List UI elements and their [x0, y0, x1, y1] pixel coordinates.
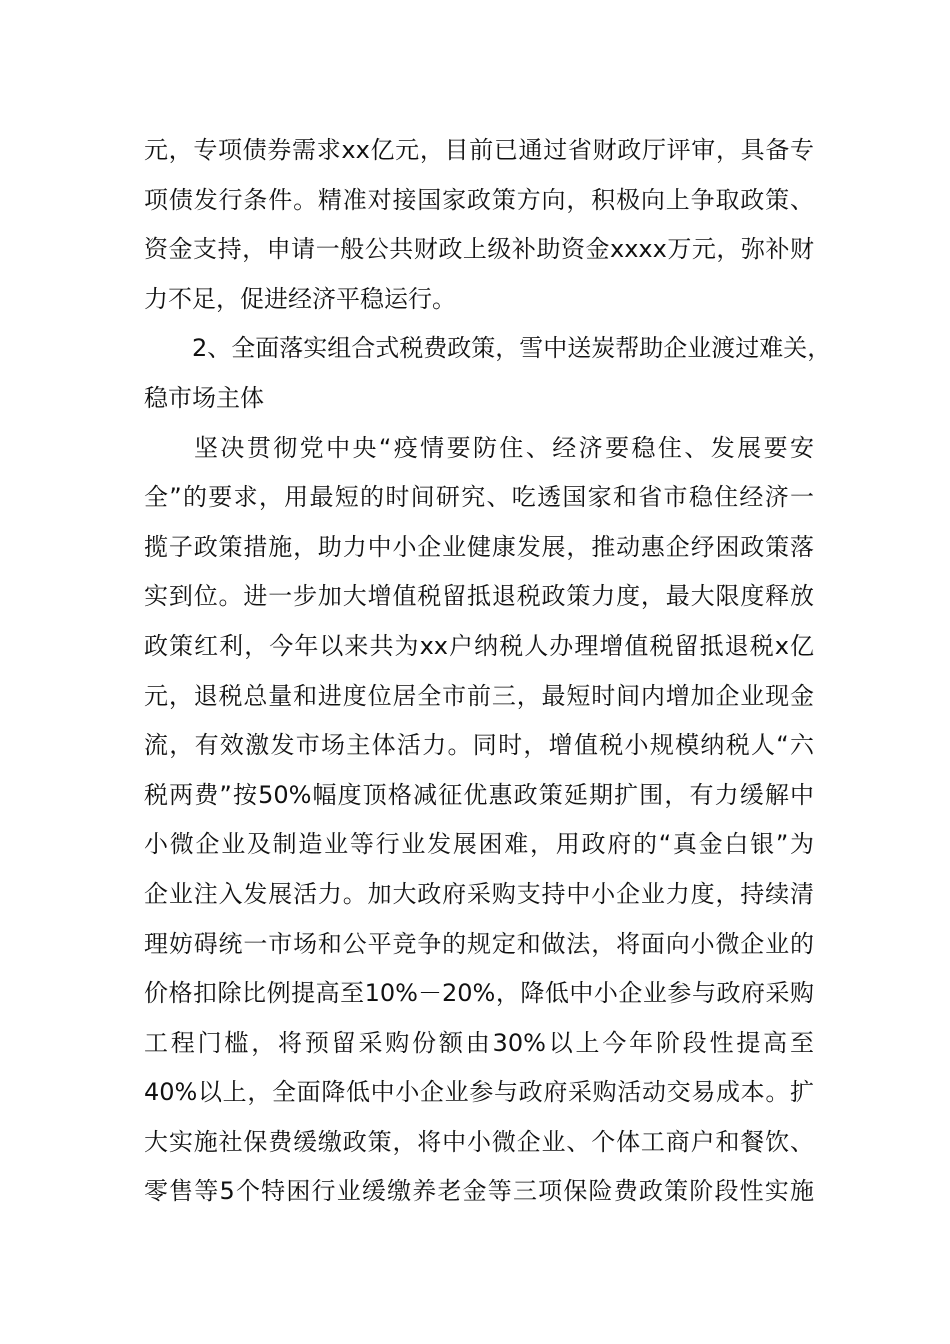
- paragraph-2-line: 全”的要求，用最短的时间研究、吃透国家和省市稳住经济一: [144, 483, 814, 512]
- paragraph-2-line: 元，退税总量和进度位居全市前三，最短时间内增加企业现金: [144, 681, 814, 710]
- paragraph-1-line: 资金支持，申请一般公共财政上级补助资金xxxx万元，弥补财: [144, 235, 814, 264]
- paragraph-2-line: 揽子政策措施，助力中小企业健康发展，推动惠企纾困政策落: [144, 532, 814, 561]
- paragraph-2-line: 坚决贯彻党中央“疫情要防住、经济要稳住、发展要安: [194, 433, 814, 462]
- paragraph-2-line: 流，有效激发市场主体活力。同时，增值税小规模纳税人“六: [144, 731, 814, 760]
- paragraph-2-line: 企业注入发展活力。加大政府采购支持中小企业力度，持续清: [144, 879, 814, 908]
- paragraph-2-line: 40%以上，全面降低中小企业参与政府采购活动交易成本。扩: [144, 1078, 814, 1107]
- paragraph-1-line: 元，专项债券需求xx亿元，目前已通过省财政厅评审，具备专: [144, 136, 814, 164]
- section-heading-line: 2、全面落实组合式税费政策，雪中送炭帮助企业渡过难关，: [192, 334, 832, 363]
- section-heading-line: 稳市场主体: [144, 383, 264, 412]
- paragraph-2-line: 工程门槛，将预留采购份额由30%以上今年阶段性提高至: [144, 1028, 814, 1057]
- paragraph-2-line: 大实施社保费缓缴政策，将中小微企业、个体工商户和餐饮、: [144, 1127, 814, 1156]
- paragraph-2-line: 零售等5个特困行业缓缴养老金等三项保险费政策阶段性实施: [144, 1177, 814, 1206]
- paragraph-1-line: 项债发行条件。精准对接国家政策方向，积极向上争取政策、: [144, 185, 814, 214]
- paragraph-2-line: 小微企业及制造业等行业发展困难，用政府的“真金白银”为: [144, 830, 814, 859]
- paragraph-1-line: 力不足，促进经济平稳运行。: [144, 284, 456, 313]
- paragraph-2-line: 理妨碍统一市场和公平竞争的规定和做法，将面向小微企业的: [144, 929, 814, 958]
- paragraph-2-line: 税两费”按50%幅度顶格减征优惠政策延期扩围，有力缓解中: [144, 780, 814, 809]
- paragraph-2-line: 政策红利，今年以来共为xx户纳税人办理增值税留抵退税x亿: [144, 631, 814, 660]
- paragraph-2-line: 实到位。进一步加大增值税留抵退税政策力度，最大限度释放: [144, 582, 814, 611]
- paragraph-2-line: 价格扣除比例提高至10%－20%，降低中小企业参与政府采购: [144, 979, 814, 1008]
- document-body: [144, 126, 832, 1217]
